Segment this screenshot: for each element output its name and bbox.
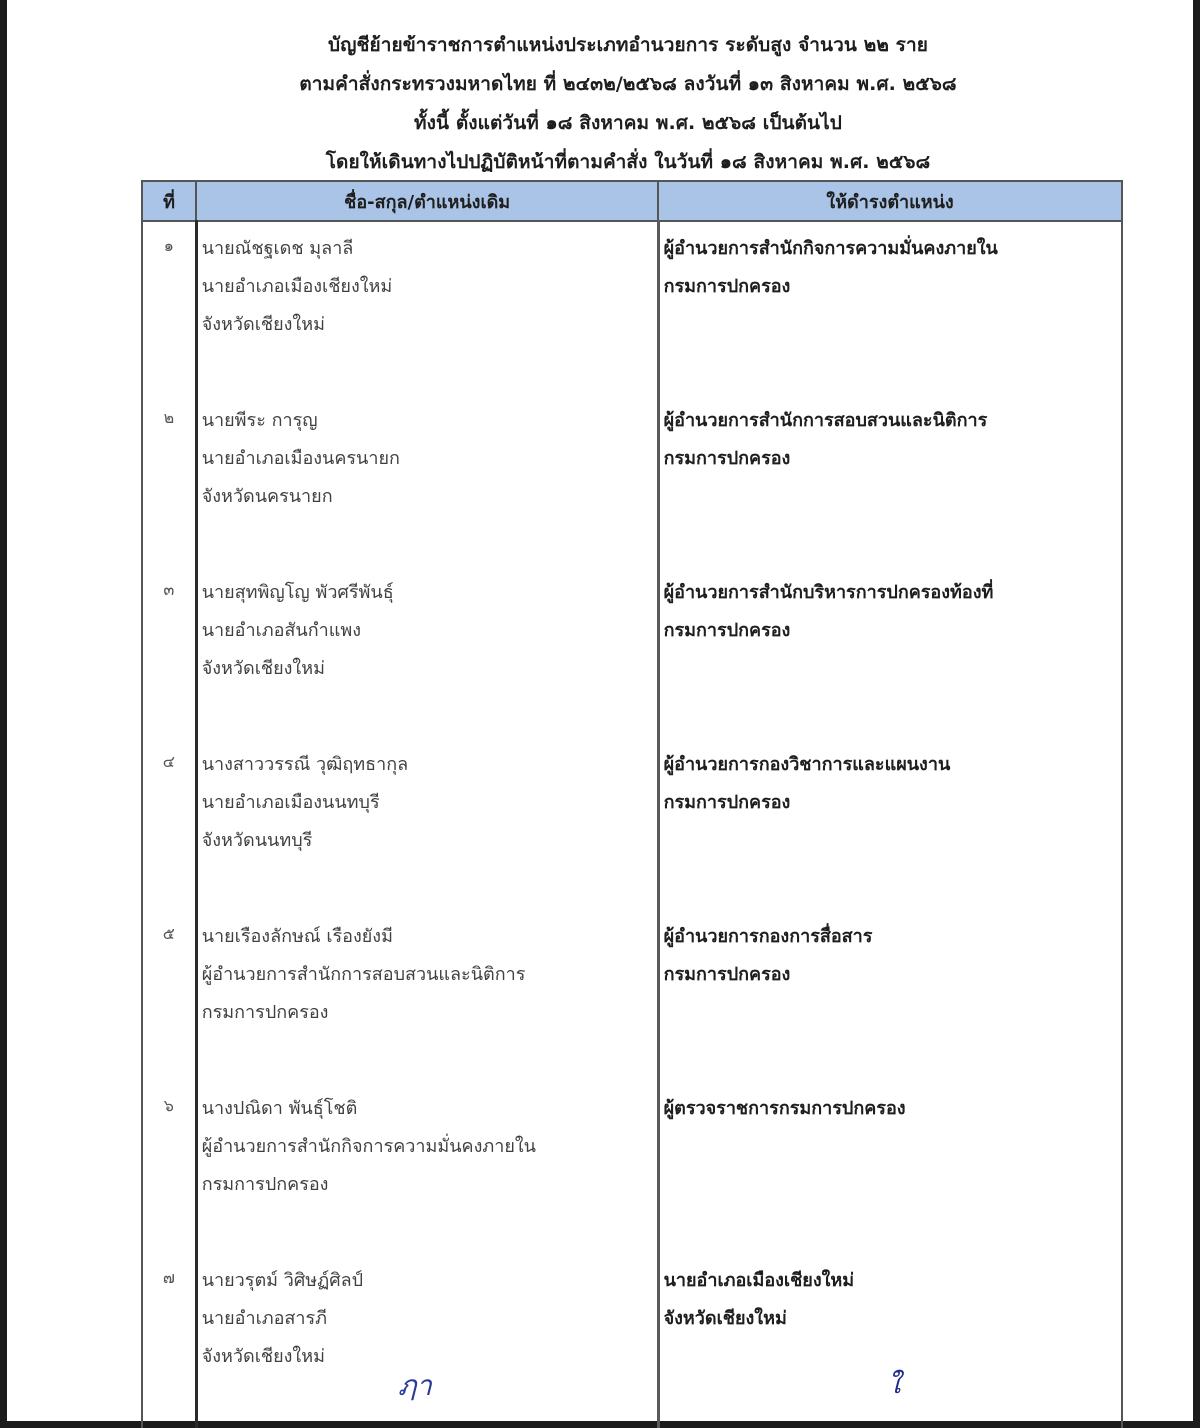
old-unit: กรมการปกครอง bbox=[201, 1174, 329, 1195]
new-unit: จังหวัดเชียงใหม่ bbox=[663, 1308, 787, 1329]
old-position-cell bbox=[196, 1254, 658, 1428]
header-old-position: ชื่อ-สกุล/ตำแหน่งเดิม bbox=[196, 181, 658, 221]
signature-initial-left: ฦา bbox=[397, 1369, 432, 1402]
new-position-cell bbox=[658, 1254, 1122, 1428]
old-position: ผู้อำนวยการสำนักกิจการความมั่นคงภายใน bbox=[201, 1136, 536, 1157]
person-name: นางปณิดา พันธุ์โชติ bbox=[201, 1098, 358, 1119]
person-name: นายเรืองลักษณ์ เรืองยังมี bbox=[201, 926, 393, 947]
table-row bbox=[142, 566, 1122, 738]
table-row bbox=[142, 1082, 1122, 1254]
table-row bbox=[142, 221, 1122, 394]
old-unit: จังหวัดนครนายก bbox=[201, 486, 333, 507]
title-line-3: ทั้งนี้ ตั้งแต่วันที่ ๑๘ สิงหาคม พ.ศ. ๒๕๖๘ เป็นต้นไป bbox=[414, 112, 842, 134]
person-name: นายณัชฐเดช มุลาลี bbox=[201, 238, 354, 259]
title-line-1: บัญชีย้ายข้าราชการตำแหน่งประเภทอำนวยการ ระดับสูง จำนวน ๒๒ ราย bbox=[328, 34, 928, 56]
new-position: ผู้ตรวจราชการกรมการปกครอง bbox=[663, 1098, 906, 1119]
new-position: ผู้อำนวยการกองวิชาการและแผนงาน bbox=[663, 754, 951, 775]
document-page bbox=[7, 0, 1193, 1421]
signature-initial-right: ใ bbox=[887, 1370, 901, 1400]
new-unit: กรมการปกครอง bbox=[663, 276, 791, 297]
old-unit: จังหวัดเชียงใหม่ bbox=[201, 314, 325, 335]
row-number: ๕ bbox=[142, 910, 196, 1082]
old-position: นายอำเภอเมืองเชียงใหม่ bbox=[201, 276, 393, 297]
header-new-position: ให้ดำรงตำแหน่ง bbox=[658, 181, 1122, 221]
title-line-4: โดยให้เดินทางไปปฏิบัติหน้าที่ตามคำสั่ง ในวันที่ ๑๘ สิงหาคม พ.ศ. ๒๕๖๘ bbox=[325, 151, 931, 173]
new-position-cell bbox=[658, 738, 1122, 910]
new-position: ผู้อำนวยการสำนักบริหารการปกครองท้องที่ bbox=[663, 582, 994, 603]
table-row bbox=[142, 1254, 1122, 1428]
old-position-cell bbox=[196, 394, 658, 566]
row-number: ๗ bbox=[142, 1254, 196, 1428]
new-position: ผู้อำนวยการสำนักการสอบสวนและนิติการ bbox=[663, 410, 988, 431]
header-no: ที่ bbox=[142, 181, 196, 221]
old-unit: กรมการปกครอง bbox=[201, 1002, 329, 1023]
old-position: ผู้อำนวยการสำนักการสอบสวนและนิติการ bbox=[201, 964, 526, 985]
old-position-cell bbox=[196, 221, 658, 394]
new-unit: กรมการปกครอง bbox=[663, 792, 791, 813]
table-row bbox=[142, 394, 1122, 566]
new-position-cell bbox=[658, 910, 1122, 1082]
table-header-row bbox=[142, 181, 1122, 221]
old-position: นายอำเภอเมืองนนทบุรี bbox=[201, 792, 380, 813]
new-unit: กรมการปกครอง bbox=[663, 448, 791, 469]
new-position: นายอำเภอเมืองเชียงใหม่ bbox=[663, 1270, 855, 1291]
old-unit: จังหวัดนนทบุรี bbox=[201, 830, 313, 851]
old-position-cell bbox=[196, 738, 658, 910]
new-position-cell bbox=[658, 394, 1122, 566]
document-title bbox=[0, 26, 1200, 182]
old-position-cell bbox=[196, 910, 658, 1082]
row-number: ๒ bbox=[142, 394, 196, 566]
person-name: นายพีระ การุญ bbox=[201, 410, 318, 431]
row-number: ๓ bbox=[142, 566, 196, 738]
row-number: ๑ bbox=[142, 221, 196, 394]
person-name: นายวรุตม์ วิศิษฏ์ศิลป์ bbox=[201, 1270, 364, 1291]
old-unit: จังหวัดเชียงใหม่ bbox=[201, 1346, 325, 1367]
table-row bbox=[142, 910, 1122, 1082]
old-position: นายอำเภอสารภี bbox=[201, 1308, 328, 1329]
person-name: นางสาววรรณี วุฒิฤทธากุล bbox=[201, 754, 409, 775]
new-position: ผู้อำนวยการกองการสื่อสาร bbox=[663, 926, 873, 947]
new-unit: กรมการปกครอง bbox=[663, 620, 791, 641]
title-line-2: ตามคำสั่งกระทรวงมหาดไทย ที่ ๒๔๓๒/๒๕๖๘ ลงวันที่ ๑๓ สิงหาคม พ.ศ. ๒๕๖๘ bbox=[299, 73, 957, 95]
new-unit: กรมการปกครอง bbox=[663, 964, 791, 985]
person-name: นายสุทพิญโญ พัวศรีพันธุ์ bbox=[201, 582, 394, 603]
row-number: ๔ bbox=[142, 738, 196, 910]
old-position: นายอำเภอสันกำแพง bbox=[201, 620, 361, 641]
new-position: ผู้อำนวยการสำนักกิจการความมั่นคงภายใน bbox=[663, 238, 998, 259]
new-position-cell bbox=[658, 221, 1122, 394]
old-unit: จังหวัดเชียงใหม่ bbox=[201, 658, 325, 679]
table-row bbox=[142, 738, 1122, 910]
new-position-cell bbox=[658, 1082, 1122, 1254]
transfer-table bbox=[141, 180, 1123, 1428]
row-number: ๖ bbox=[142, 1082, 196, 1254]
new-position-cell bbox=[658, 566, 1122, 738]
old-position-cell bbox=[196, 1082, 658, 1254]
old-position: นายอำเภอเมืองนครนายก bbox=[201, 448, 400, 469]
old-position-cell bbox=[196, 566, 658, 738]
